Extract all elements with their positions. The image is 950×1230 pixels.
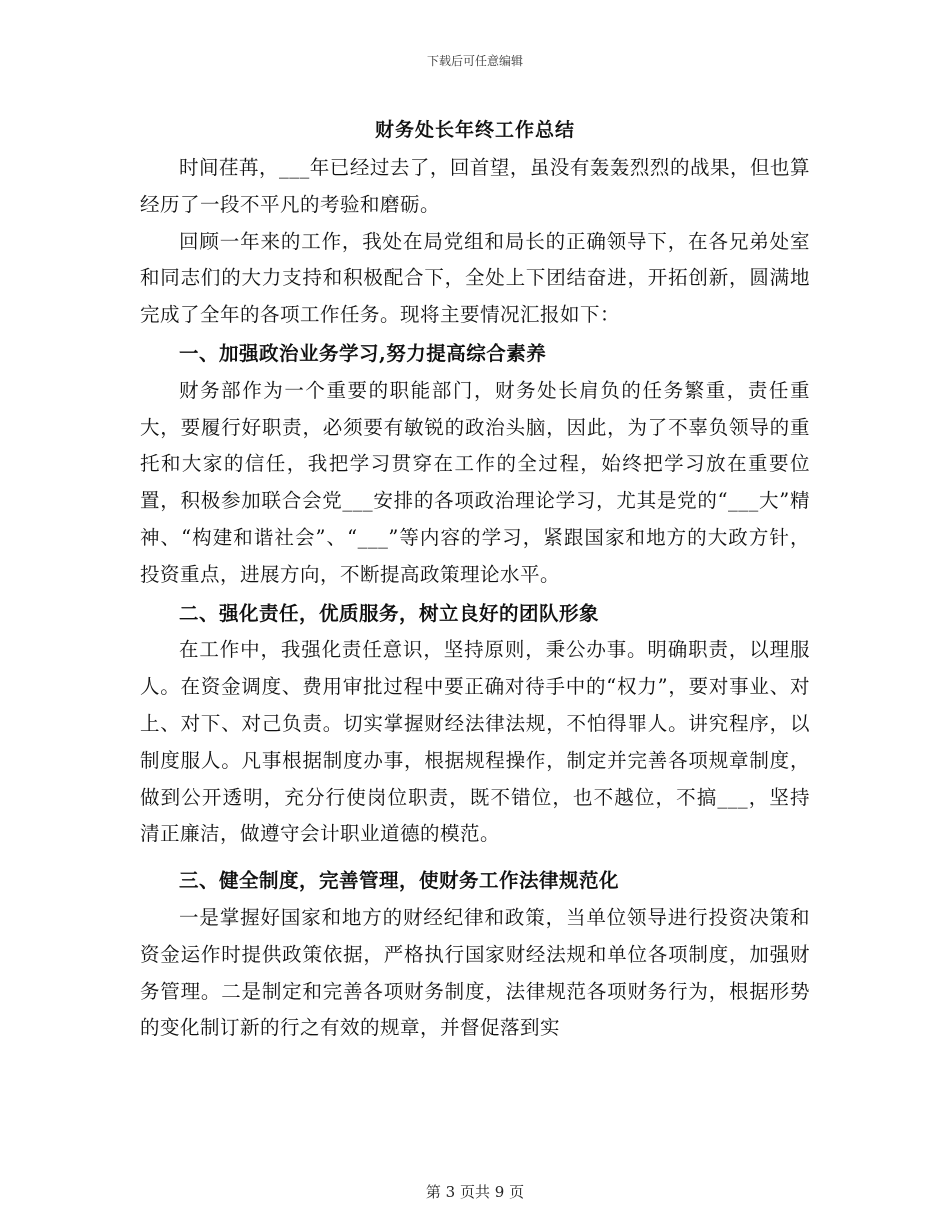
paragraph-section-2: 在工作中，我强化责任意识，坚持原则，秉公办事。明确职责，以理服人。在资金调度、费用审批过程中要正确对待手中的“权力”，要对事业、对上、对下、对己负责。切实掌握财经法律法规，不怕得罪人。讲究程序，以制度服人。凡事根据制度办事，根据规程操作，制定并完善各项规章制度，做到公开透明，充分行使岗位职责，既不错位，也不越位，不搞___，坚持清正廉洁，做遵守会计职业道德的模范。 — [140, 638, 810, 846]
paragraph-section-1: 财务部作为一个重要的职能部门，财务处长肩负的任务繁重，责任重大，要履行好职责，必须要有敏锐的政治头脑，因此，为了不辜负领导的重托和大家的信任，我把学习贯穿在工作的全过程，始终把学习放在重要位置，积极参加联合会党___安排的各项政治理论学习，尤其是党的“___大”精神、“构建和谐社会”、“___”等内容的学习，紧跟国家和地方的大政方针，投资重点，进展方向，不断提高政策理论水平。 — [140, 378, 810, 586]
paragraph-intro: 时间荏苒，___年已经过去了，回首望，虽没有轰轰烈烈的战果，但也算经历了一段不平凡的考验和磨砺。 — [140, 156, 810, 216]
paragraph-section-3: 一是掌握好国家和地方的财经纪律和政策，当单位领导进行投资决策和资金运作时提供政策依据，严格执行国家财经法规和单位各项制度，加强财务管理。二是制定和完善各项财务制度，法律规范各项财务行为，根据形势的变化制订新的行之有效的规章，并督促落到实 — [140, 905, 810, 1040]
section-heading-3: 三、健全制度，完善管理，使财务工作法律规范化 — [179, 869, 620, 893]
document-body — [140, 150, 810, 1047]
paragraph-review: 回顾一年来的工作，我处在局党组和局长的正确领导下，在各兄弟处室和同志们的大力支持和积极配合下，全处上下团结奋进，开拓创新，圆满地完成了全年的各项工作任务。现将主要情况汇报如下： — [140, 229, 810, 327]
page-number-footer: 第 3 页共 9 页 — [425, 1183, 525, 1201]
section-heading-1: 一、加强政治业务学习,努力提高综合素养 — [179, 341, 547, 365]
document-title: 财务处长年终工作总结 — [374, 119, 575, 141]
page-header-note: 下载后可任意编辑 — [426, 54, 523, 68]
section-heading-2: 二、强化责任，优质服务，树立良好的团队形象 — [179, 601, 600, 625]
